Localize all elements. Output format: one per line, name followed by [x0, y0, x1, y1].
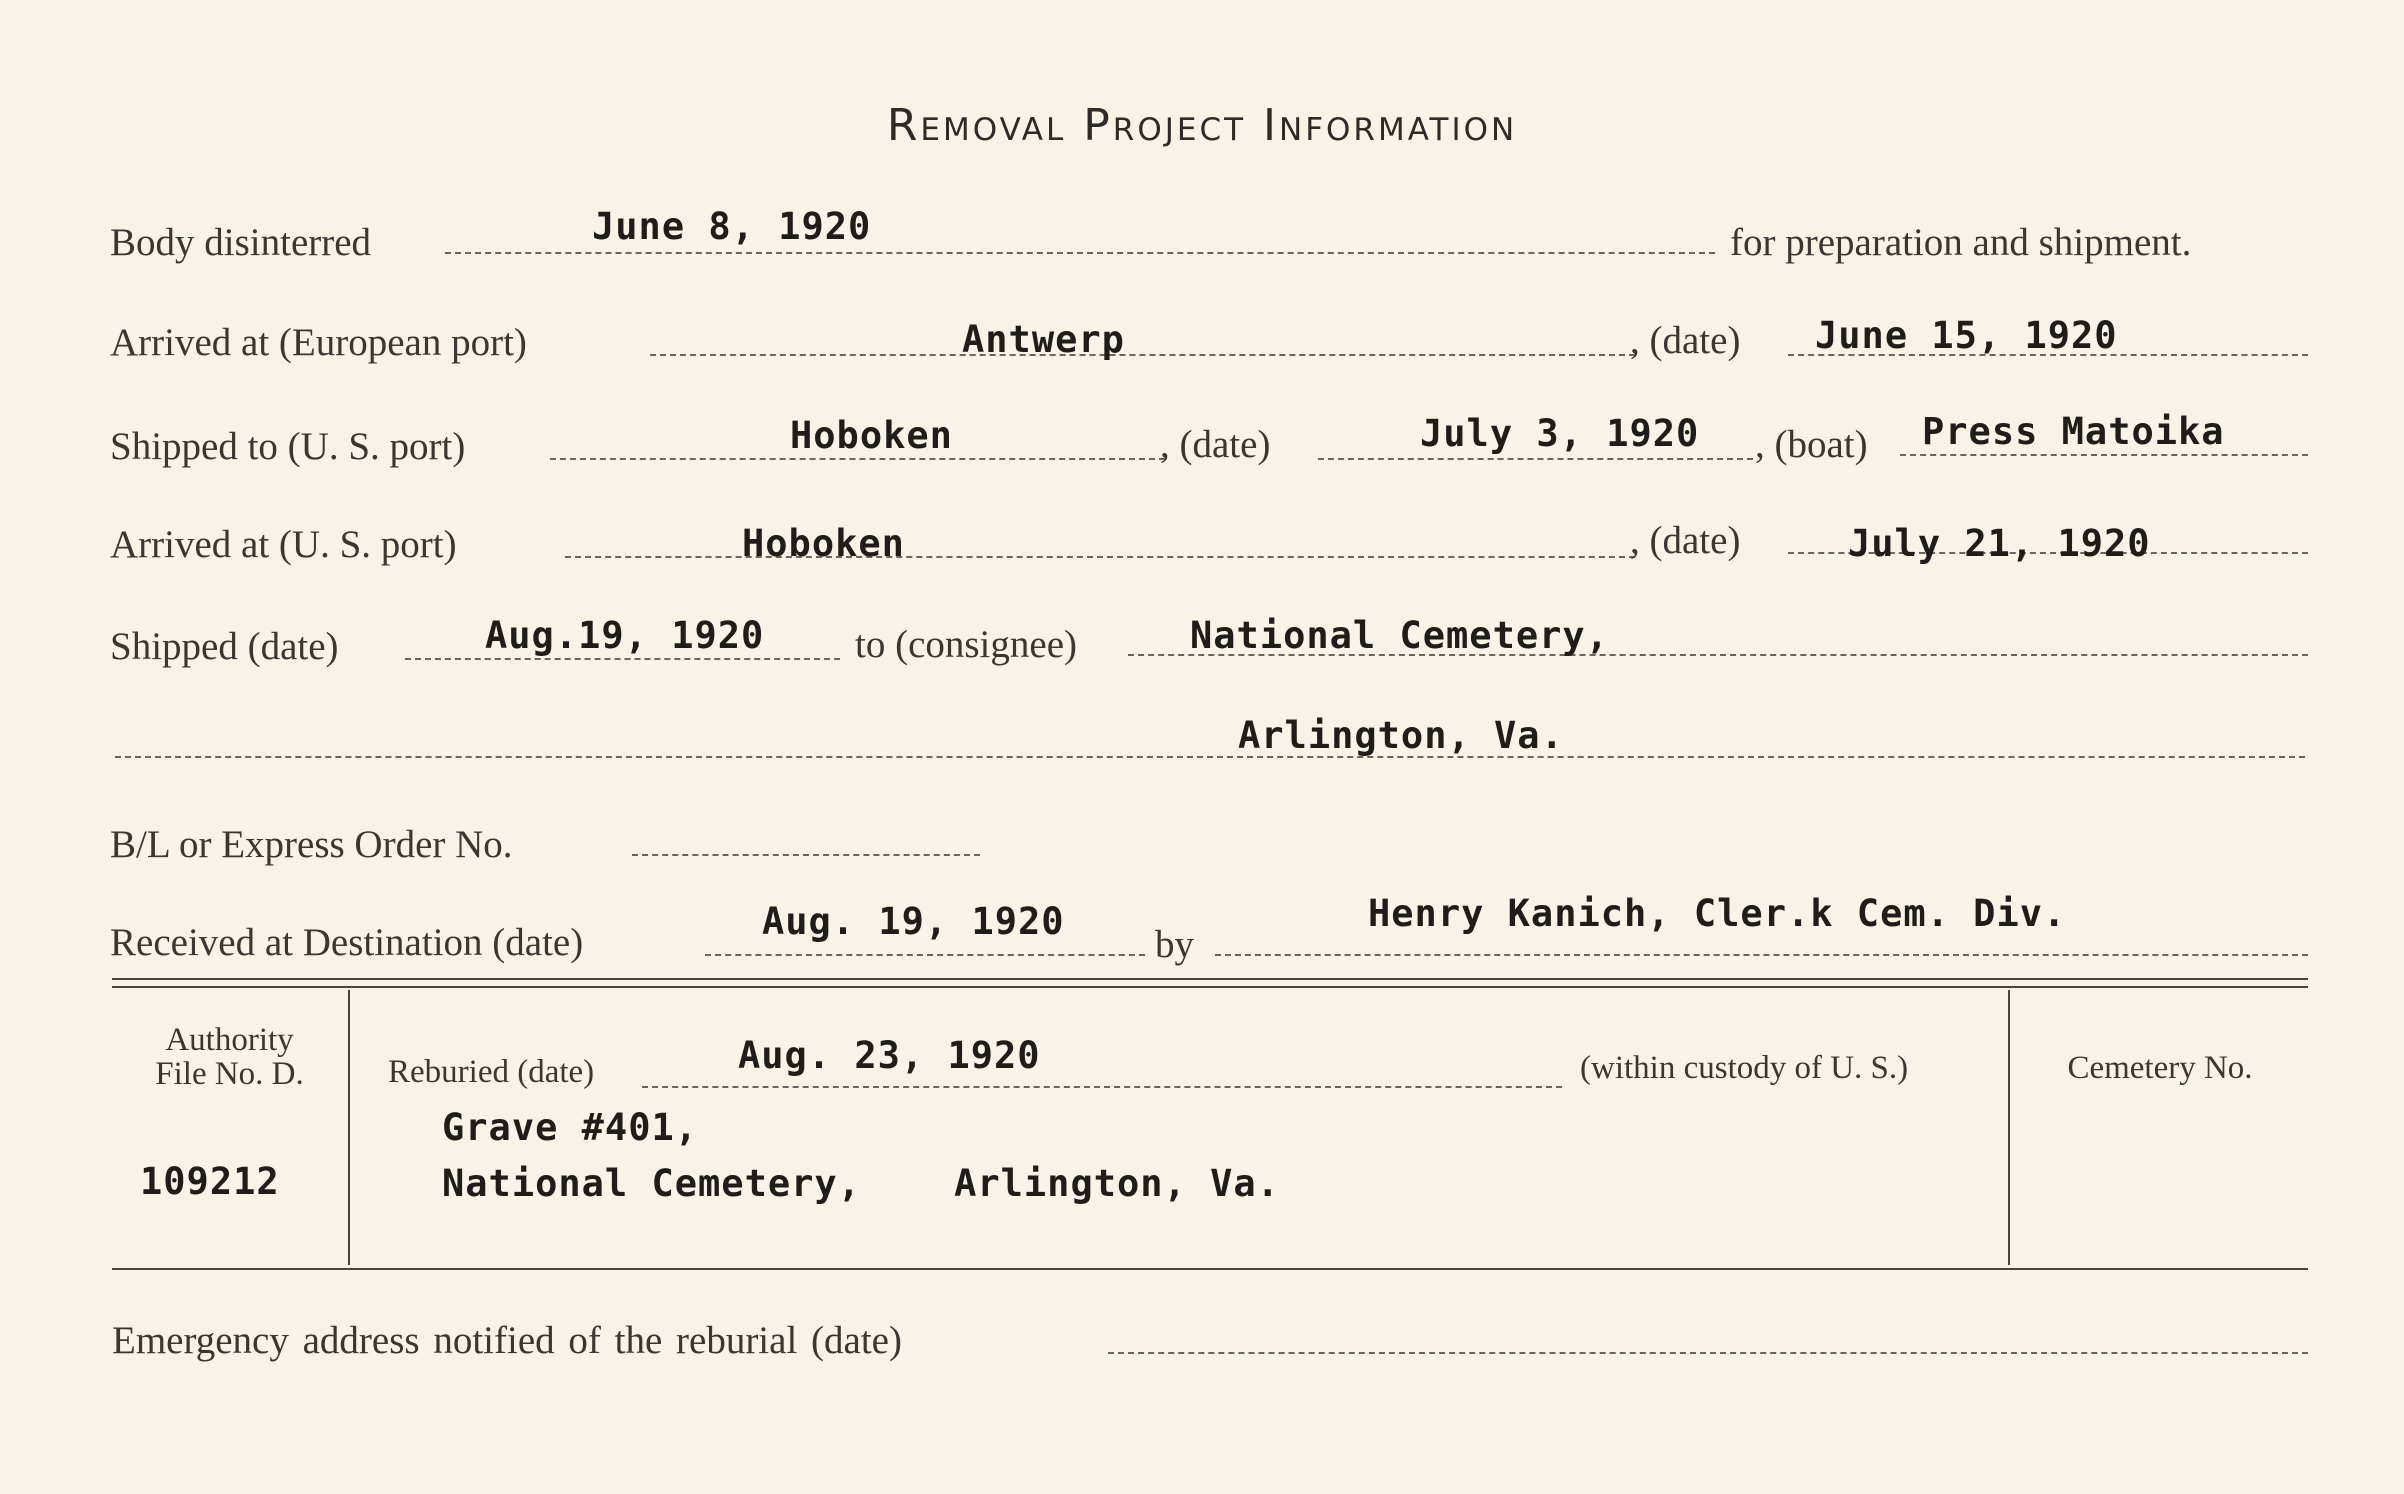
shipped-us-value: Hoboken — [790, 414, 953, 457]
reburied-date: Aug. 23, 1920 — [738, 1034, 1041, 1077]
arrived-us-value: Hoboken — [742, 522, 905, 565]
arrived-us-date: July 21, 1920 — [1848, 522, 2151, 565]
box-divider-right — [2008, 990, 2010, 1265]
bl-line — [632, 854, 980, 856]
bl-label: B/L or Express Order No. — [110, 823, 513, 866]
arrived-euro-value: Antwerp — [962, 318, 1125, 361]
cemetery-no-label: Cemetery No. — [2067, 1050, 2253, 1086]
shipped-date: Aug.19, 1920 — [485, 614, 765, 657]
authority-label-1: Authority — [165, 1022, 294, 1058]
consignee-label: to (consignee) — [855, 623, 1078, 666]
disinterred-label: Body disinterred — [110, 221, 372, 264]
arrived-euro-date-label: , (date) — [1630, 319, 1741, 362]
shipped-us-date: July 3, 1920 — [1420, 412, 1700, 455]
box-top-rule — [112, 978, 2308, 980]
reburied-line — [642, 1086, 1562, 1088]
received-date: Aug. 19, 1920 — [762, 900, 1065, 943]
reburied-label: Reburied (date) — [388, 1054, 595, 1090]
consignee-value: National Cemetery, — [1190, 614, 1609, 657]
received-by: Henry Kanich, Cler.k Cem. Div. — [1368, 892, 2067, 935]
shipped-us-boat-label: , (boat) — [1755, 423, 1868, 466]
shipped-us-label: Shipped to (U. S. port) — [110, 425, 466, 468]
shipped-us-boat: Press Matoika — [1922, 410, 2225, 453]
authority-label-2: File No. D. — [155, 1056, 304, 1092]
arrived-euro-line — [650, 354, 1635, 356]
shipped-us-date-line — [1318, 458, 1753, 460]
disinterred-line — [445, 252, 1715, 254]
grave-location: National Cemetery, Arlington, Va. — [442, 1162, 1280, 1205]
arrived-euro-label: Arrived at (European port) — [110, 321, 527, 364]
shipped-date-line — [405, 658, 840, 660]
arrived-us-label: Arrived at (U. S. port) — [110, 523, 457, 566]
emergency-line — [1108, 1352, 2308, 1354]
box-divider-left — [348, 990, 350, 1265]
authority-file-number: 109212 — [140, 1160, 280, 1203]
shipped-us-date-label: , (date) — [1160, 423, 1271, 466]
shipped-label: Shipped (date) — [110, 625, 339, 668]
card-title: Removal Project Information — [886, 100, 1518, 151]
grave-number: Grave #401, — [442, 1106, 699, 1149]
box-bottom-rule — [112, 1268, 2308, 1270]
consignee-value-2: Arlington, Va. — [1238, 714, 1564, 757]
disinterred-suffix: for preparation and shipment. — [1730, 221, 2192, 264]
disinterred-value: June 8, 1920 — [592, 205, 872, 248]
received-by-line — [1215, 954, 2308, 956]
arrived-us-date-label: , (date) — [1630, 519, 1741, 562]
box-top-rule-2 — [112, 986, 2308, 988]
custody-label: (within custody of U. S.) — [1580, 1050, 1909, 1086]
received-label: Received at Destination (date) — [110, 921, 584, 964]
arrived-euro-date: June 15, 1920 — [1815, 314, 2118, 357]
shipped-us-line — [550, 458, 1165, 460]
shipped-us-boat-line — [1900, 454, 2308, 456]
received-by-label: by — [1155, 923, 1194, 966]
arrived-us-line — [565, 556, 1635, 558]
emergency-label: Emergency address notified of the reburial (date) — [112, 1319, 902, 1362]
received-date-line — [705, 954, 1145, 956]
consignee-line-2 — [115, 756, 2305, 758]
